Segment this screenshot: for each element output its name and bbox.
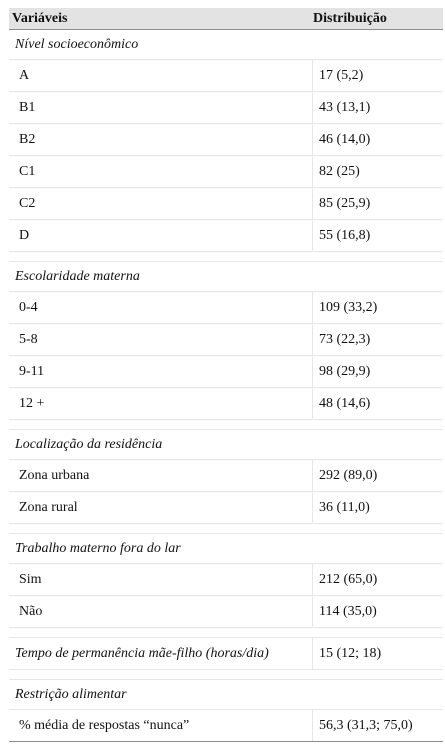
row-value: 48 (14,6): [319, 395, 371, 411]
row-label: C1: [9, 156, 313, 187]
table-row: [9, 60, 443, 92]
table-row: [9, 124, 443, 156]
row-label: Tempo de permanência mãe-filho (horas/dia): [9, 638, 313, 669]
table-row: [9, 356, 443, 388]
row-label: Zona urbana: [9, 460, 313, 491]
row-value: 85 (25,9): [319, 195, 371, 211]
section-title-trabalho: Trabalho materno fora do lar: [9, 534, 443, 564]
row-label: 9-11: [9, 356, 313, 387]
table-row-tempo: [9, 638, 443, 670]
section-spacer: [9, 420, 443, 430]
section-title-localizacao: Localização da residência: [9, 430, 443, 460]
row-label: Zona rural: [9, 492, 313, 523]
row-label: Não: [9, 596, 313, 627]
row-value: 36 (11,0): [319, 499, 370, 515]
header-distribution: Distribuição: [313, 11, 387, 26]
row-value: 98 (29,9): [319, 363, 371, 379]
row-value: 56,3 (31,3; 75,0): [319, 717, 413, 733]
row-value: 109 (33,2): [319, 299, 378, 315]
row-value: 46 (14,0): [319, 131, 371, 147]
section-title-nivel: Nível socioeconômico: [9, 30, 443, 60]
table-header: [9, 8, 443, 30]
row-value: 73 (22,3): [319, 331, 371, 347]
table-row: [9, 324, 443, 356]
table-row: [9, 92, 443, 124]
section-title-restricao: Restrição alimentar: [9, 680, 443, 710]
row-label: A: [9, 60, 313, 91]
section-spacer: [9, 524, 443, 534]
table-row: [9, 596, 443, 628]
row-label: 0-4: [9, 292, 313, 323]
row-label: B1: [9, 92, 313, 123]
table-row: [9, 388, 443, 420]
row-label: 12 +: [9, 388, 313, 419]
row-value: 212 (65,0): [319, 571, 378, 587]
row-label: B2: [9, 124, 313, 155]
row-label: Sim: [9, 564, 313, 595]
row-value: 82 (25): [319, 163, 360, 179]
row-label: C2: [9, 188, 313, 219]
section-spacer: [9, 670, 443, 680]
table-row: [9, 710, 443, 742]
row-value: 292 (89,0): [319, 467, 378, 483]
table-row: [9, 492, 443, 524]
row-label: 5-8: [9, 324, 313, 355]
table-row: [9, 220, 443, 252]
row-label: D: [9, 220, 313, 251]
table-row: [9, 292, 443, 324]
table-row: [9, 188, 443, 220]
row-value: 15 (12; 18): [319, 645, 382, 661]
section-spacer: [9, 628, 443, 638]
data-table: [9, 8, 443, 742]
table-row: [9, 460, 443, 492]
section-title-escolaridade: Escolaridade materna: [9, 262, 443, 292]
row-value: 55 (16,8): [319, 227, 371, 243]
row-value: 17 (5,2): [319, 67, 364, 83]
header-variables: Variáveis: [12, 11, 68, 26]
table-row: [9, 564, 443, 596]
row-value: 114 (35,0): [319, 603, 377, 619]
section-spacer: [9, 252, 443, 262]
row-label: % média de respostas “nunca”: [9, 710, 313, 741]
row-value: 43 (13,1): [319, 99, 371, 115]
table-row: [9, 156, 443, 188]
